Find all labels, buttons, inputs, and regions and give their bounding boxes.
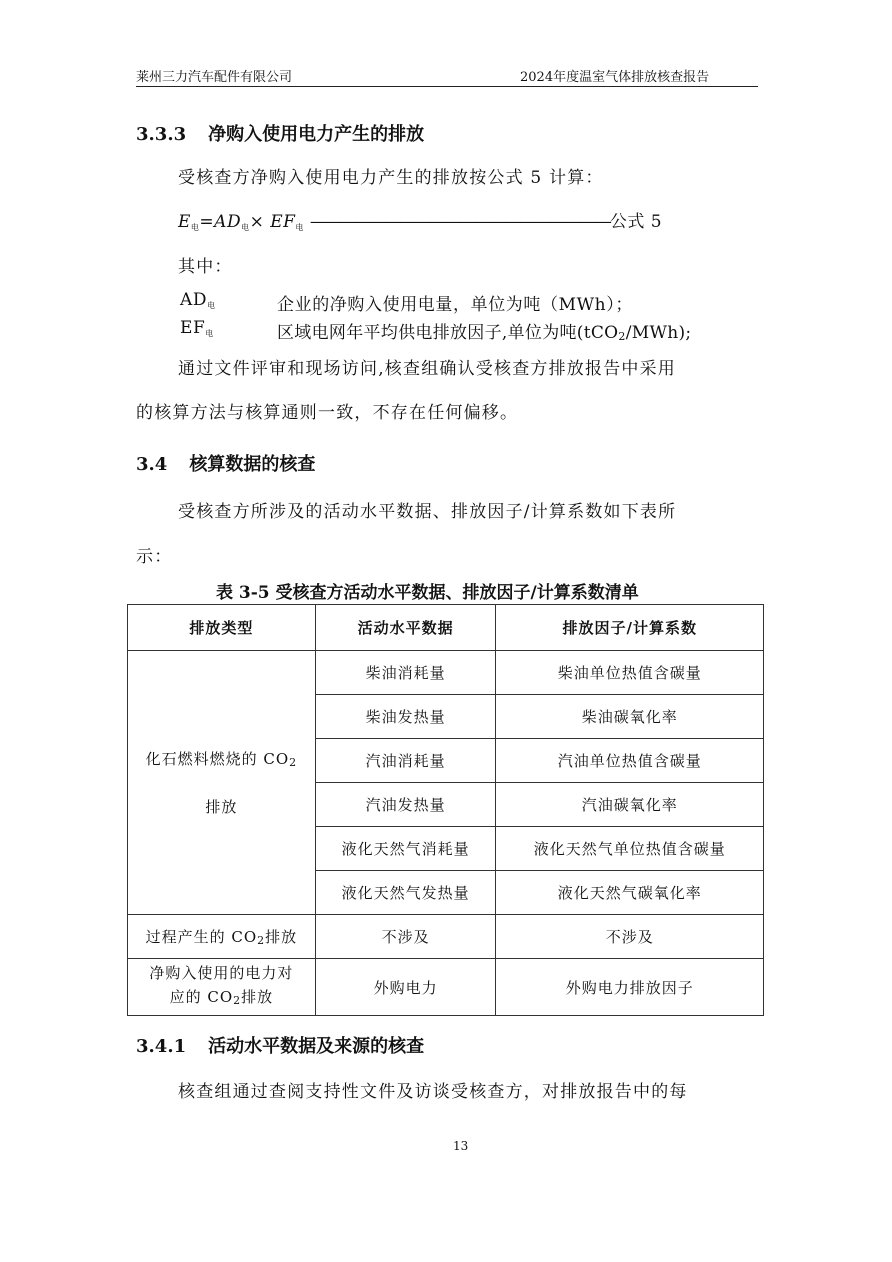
formula-label: 公式 5 — [609, 212, 663, 232]
formula-symbol: × EF — [249, 212, 296, 232]
page-number: 13 — [453, 1139, 469, 1153]
header-report-title: 2024年度温室气体排放核查报告 — [520, 70, 710, 85]
table-cell: 汽油单位热值含碳量 — [496, 739, 764, 783]
table-row — [128, 959, 764, 1016]
table-header-row — [128, 605, 764, 651]
def-text: 区域电网年平均供电排放因子,单位为吨(tCO — [277, 323, 619, 343]
paragraph: 核查组通过查阅支持性文件及访谈受核查方，对排放报告中的每 — [178, 1082, 688, 1102]
cell-text: 排放 — [241, 988, 274, 1006]
table-cell: 柴油碳氧化率 — [496, 695, 764, 739]
def-symbol: AD — [180, 290, 208, 310]
cell-text: 应的 CO — [169, 988, 234, 1006]
def-symbol: EF — [180, 318, 206, 338]
paragraph: 示： — [136, 547, 173, 567]
table-row — [128, 915, 764, 959]
table-cell: 不涉及 — [496, 915, 764, 959]
section-title: 活动水平数据及来源的核查 — [208, 1036, 425, 1057]
table-header-cell: 排放类型 — [128, 605, 316, 651]
emission-data-table — [127, 604, 764, 1016]
header-company: 莱州三力汽车配件有限公司 — [136, 70, 293, 85]
cell-subscript: 2 — [233, 994, 242, 1007]
table-cell-emission-type — [128, 651, 316, 915]
definition-ad-desc: 企业的净购入使用电量，单位为吨（MWh）； — [277, 295, 633, 315]
table-header-cell: 排放因子/计算系数 — [496, 605, 764, 651]
formula-symbol: E — [178, 212, 191, 232]
table-cell-emission-type — [128, 959, 316, 1016]
formula-subscript: 电 — [190, 223, 200, 232]
formula-subscript: 电 — [241, 223, 250, 232]
cell-text: 净购入使用的电力对 — [149, 964, 294, 982]
table-cell: 汽油消耗量 — [315, 739, 496, 783]
definition-ef-desc — [277, 318, 691, 343]
where-label: 其中： — [178, 257, 233, 277]
formula-dash-leader: ———————————————————— — [309, 212, 610, 232]
def-subscript: 电 — [207, 301, 216, 310]
definition-ad — [180, 290, 216, 311]
cell-text: 排放 — [205, 797, 238, 816]
section-heading-3-4 — [136, 450, 315, 476]
section-number: 3.4.1 — [136, 1036, 187, 1057]
table-cell: 液化天然气发热量 — [315, 871, 496, 915]
table-cell: 柴油消耗量 — [315, 651, 496, 695]
section-title: 净购入使用电力产生的排放 — [208, 124, 425, 145]
cell-subscript: 2 — [289, 755, 298, 769]
cell-text: 化石燃料燃烧的 CO — [145, 749, 290, 768]
def-text: /MWh); — [625, 323, 692, 343]
def-subscript: 2 — [618, 330, 626, 343]
table-caption: 表 3-5 受核查方活动水平数据、排放因子/计算系数清单 — [216, 583, 639, 603]
table-cell: 液化天然气碳氧化率 — [496, 871, 764, 915]
table-cell-emission-type — [128, 915, 316, 959]
header-divider — [136, 86, 758, 87]
table-row — [128, 651, 764, 695]
table-cell: 柴油单位热值含碳量 — [496, 651, 764, 695]
formula-symbol: =AD — [199, 212, 242, 232]
paragraph: 通过文件评审和现场访问,核查组确认受核查方排放报告中采用 — [178, 359, 677, 379]
table-cell: 外购电力排放因子 — [496, 959, 764, 1016]
def-subscript: 电 — [205, 329, 215, 338]
table-cell: 柴油发热量 — [315, 695, 496, 739]
paragraph: 受核查方净购入使用电力产生的排放按公式 5 计算： — [178, 168, 604, 188]
cell-subscript: 2 — [257, 934, 266, 947]
paragraph: 的核算方法与核算通则一致，不存在任何偏移。 — [136, 403, 519, 423]
section-number: 3.3.3 — [136, 124, 187, 145]
paragraph: 受核查方所涉及的活动水平数据、排放因子/计算系数如下表所 — [178, 502, 677, 522]
formula-subscript: 电 — [295, 223, 304, 232]
section-title: 核算数据的核查 — [189, 454, 316, 475]
section-number: 3.4 — [136, 454, 168, 475]
section-heading-3-4-1 — [136, 1032, 424, 1058]
table-cell: 液化天然气消耗量 — [315, 827, 496, 871]
table-cell: 汽油碳氧化率 — [496, 783, 764, 827]
cell-text: 过程产生的 CO — [145, 928, 258, 946]
table-cell: 不涉及 — [315, 915, 496, 959]
table-header-cell: 活动水平数据 — [315, 605, 496, 651]
table-cell: 汽油发热量 — [315, 783, 496, 827]
definition-ef — [180, 318, 214, 339]
section-heading-3-3-3 — [136, 120, 424, 146]
table-cell: 外购电力 — [315, 959, 496, 1016]
table-cell: 液化天然气单位热值含碳量 — [496, 827, 764, 871]
cell-text: 排放 — [265, 928, 298, 946]
formula-5 — [178, 207, 662, 233]
